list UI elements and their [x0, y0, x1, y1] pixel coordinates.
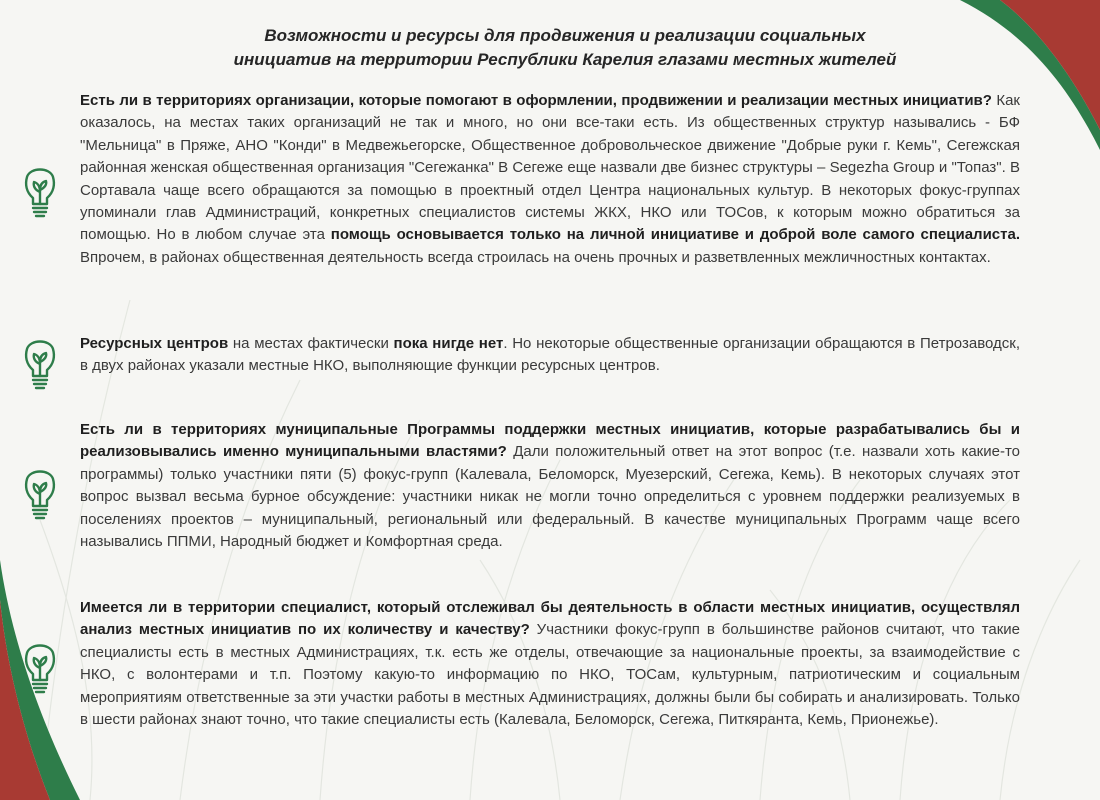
emphasis-resource-centers: Ресурсных центров — [80, 335, 229, 352]
emphasis-personal-initiative: помощь основывается только на личной инициативе и доброй воле самого специалиста. — [330, 226, 1020, 244]
paragraph-resource-centers — [80, 333, 1020, 378]
title-line-1: Возможности и ресурсы для продвижения и реализации социальных — [264, 26, 866, 45]
paragraph-municipal-programs — [80, 419, 1020, 553]
question-municipal-programs: Есть ли в территориях муниципальные Программы поддержки местных инициатив, которые разрабатывались бы и реализовывались именно муниципальными властями? — [80, 421, 1020, 461]
paragraph-organizations — [80, 90, 1020, 269]
answer-municipal-programs: Дали положительный ответ на этот вопрос (т.е. назвали хоть какие-то программы) только участники пяти (5) фокус-групп (Калевала, Беломорск, Муезерский, Сегежа, Кемь). В некоторых случаях этот вопрос вызвал весьма бурное обсуждение: участники никак не могли точно определиться с уровнем поддержки реализуемых в поселениях проектов – муниципальный, региональный или федеральный. В качестве муниципальных Программ чаще всего назывались ППМИ, Народный бюджет и Комфортная среда. — [80, 443, 1020, 551]
answer-organizations-part-1: Как оказалось, на местах таких организаций не так и много, но они все-таки есть. Из общественных структур назывались - БФ "Мельница" в Пряже, АНО "Конди" в Медвежьегорске, Общественное добровольческое движение "Добрые руки г. Кемь", Сегежская районная женская общественная организация "Сегежанка" В Сегеже еще назвали две бизнес структуры – Segezha Group и "Топаз". В Сортавала чаще всего обращаются за помощью в проектный отдел Центра национальных культур. В некоторых фокус-группах упоминали глав Администраций, конкретных специалистов системы ЖКХ, НКО или ТОСов, к которым можно обратиться за помощью. Но в любом случае эта — [80, 92, 1020, 244]
title-line-2: инициатив на территории Республики Карелия глазами местных жителей — [233, 50, 897, 69]
question-specialist: Имеется ли в территории специалист, который отслеживал бы деятельность в области местных инициатив, осуществлял анализ местных инициатив по их количеству и качеству? — [80, 599, 1020, 639]
paragraph-specialist — [80, 597, 1020, 731]
page-title — [150, 24, 980, 72]
lightbulb-icon — [22, 636, 58, 700]
lightbulb-icon — [22, 462, 58, 526]
emphasis-nowhere-yet: пока нигде нет — [393, 335, 504, 352]
answer-organizations-part-2: Впрочем, в районах общественная деятельность всегда строилась на очень прочных и разветвленных межличностных контактах. — [80, 248, 991, 266]
question-organizations: Есть ли в территориях организации, которые помогают в оформлении, продвижении и реализации местных инициатив? — [80, 92, 992, 109]
text-resource-centers-1: на местах фактически — [228, 335, 394, 352]
lightbulb-icon — [22, 332, 58, 396]
text-resource-centers-2: . Но некоторые общественные организации обращаются в Петрозаводск, в двух районах указали местные НКО, выполняющие функции ресурсных центров. — [80, 335, 1020, 375]
answer-specialist: Участники фокус-групп в большинстве районов считают, что такие специалисты есть в местных Администрациях, т.к. есть же отделы, отвечающие за национальные проекты, за взаимодействие с НКО, с волонтерами и т.п. Поэтому какую-то информацию по НКО, ТОСам, культурным, патриотическим и социальным мероприятиям ответственные за эти участки работы в местных Администрациях, должны были бы собирать и анализировать. Только в шести районах знают точно, что такие специалисты есть (Калевала, Беломорск, Сегежа, Питкяранта, Кемь, Прионежье). — [80, 621, 1020, 729]
lightbulb-icon — [22, 160, 58, 224]
